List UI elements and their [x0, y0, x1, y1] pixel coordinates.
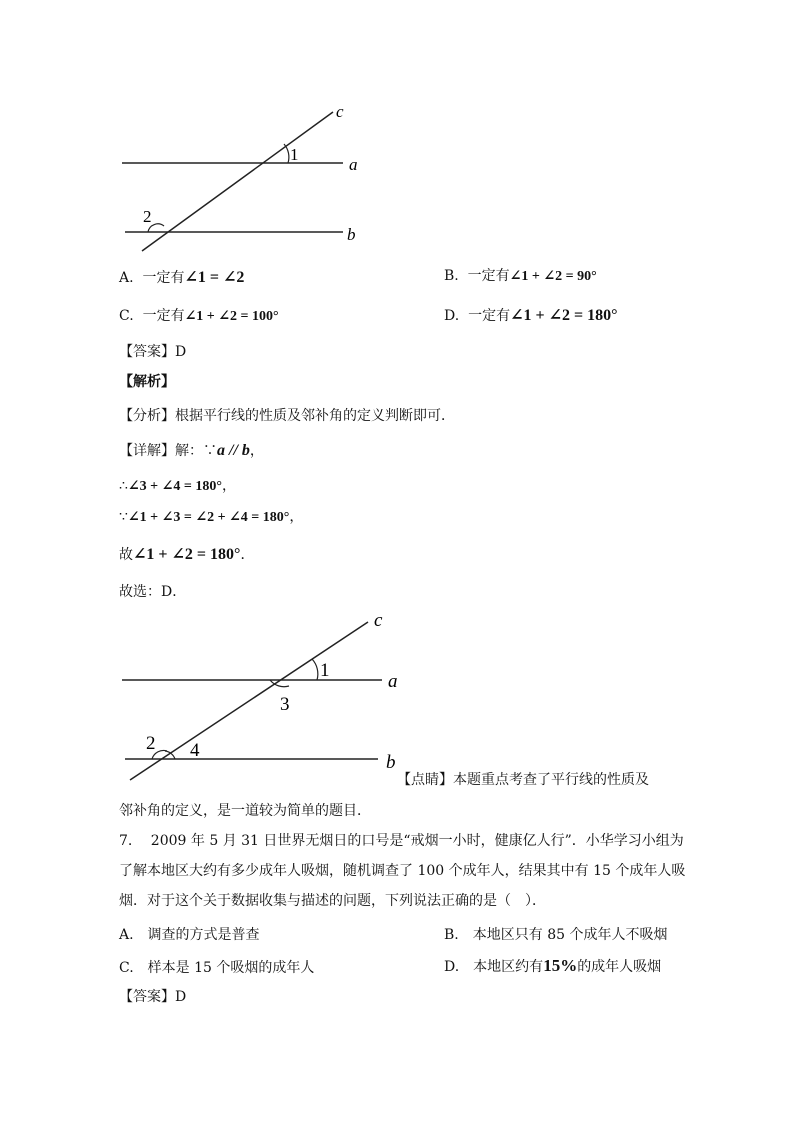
angle-1-arc	[312, 659, 318, 680]
detail-line-4: 故∠1 + ∠2 = 180°．	[119, 546, 255, 563]
label-a: a	[388, 671, 398, 692]
answer-7: 【答案】D	[119, 989, 187, 1005]
option-c: C. 一定有∠1 + ∠2 = 100°	[119, 308, 279, 324]
detail-line-2: ∴∠3 + ∠4 = 180°，	[119, 478, 236, 494]
label-4: 4	[190, 740, 200, 761]
q7-line-3: 烟．对于这个关于数据收集与描述的问题，下列说法正确的是（ ）．	[119, 893, 546, 909]
label-1: 1	[320, 660, 330, 681]
label-2: 2	[146, 733, 156, 754]
analysis-title: 【解析】	[119, 374, 175, 390]
line-c	[130, 622, 368, 780]
figure-parallel-lines-1	[0, 0, 794, 270]
analysis-text: 【分析】根据平行线的性质及邻补角的定义判断即可．	[119, 408, 455, 424]
figure-parallel-lines-2	[0, 600, 794, 790]
option-b: B. 一定有∠1 + ∠2 = 90°	[444, 268, 597, 284]
label-b: b	[347, 225, 356, 244]
q7-option-d: D. 本地区约有15%的成年人吸烟	[444, 956, 662, 975]
choice-6: 故选：D．	[119, 584, 187, 600]
q7-line-2: 了解本地区大约有多少成年人吸烟，随机调查了 100 个成年人，结果其中有 15 个成年人吸	[119, 863, 686, 879]
label-3: 3	[280, 694, 290, 715]
label-c: c	[336, 102, 344, 121]
note-line-1: 【点睛】本题重点考查了平行线的性质及	[397, 772, 649, 788]
detail-line-1: 【详解】解：∵a // b，	[119, 442, 264, 459]
q7-option-a: A. 调查的方式是普查	[119, 927, 260, 943]
label-c: c	[374, 610, 383, 631]
option-a: A. 一定有∠1 = ∠2	[119, 269, 245, 286]
label-b: b	[386, 752, 396, 773]
label-a: a	[349, 155, 358, 174]
answer-6: 【答案】D	[119, 344, 187, 360]
q7-line-1: 7. 2009 年 5 月 31 日世界无烟日的口号是“戒烟一小时，健康亿人行”．小华学习小组为	[119, 833, 684, 849]
q7-option-b: B. 本地区只有 85 个成年人不吸烟	[444, 927, 668, 943]
q7-option-c: C. 样本是 15 个吸烟的成年人	[119, 960, 315, 976]
line-c	[142, 112, 333, 251]
detail-line-3: ∵∠1 + ∠3 = ∠2 + ∠4 = 180°，	[119, 509, 304, 525]
label-2: 2	[143, 207, 152, 226]
option-d: D. 一定有∠1 + ∠2 = 180°	[444, 307, 618, 324]
label-1: 1	[290, 145, 299, 164]
note-line-2: 邻补角的定义，是一道较为简单的题目．	[119, 803, 371, 819]
